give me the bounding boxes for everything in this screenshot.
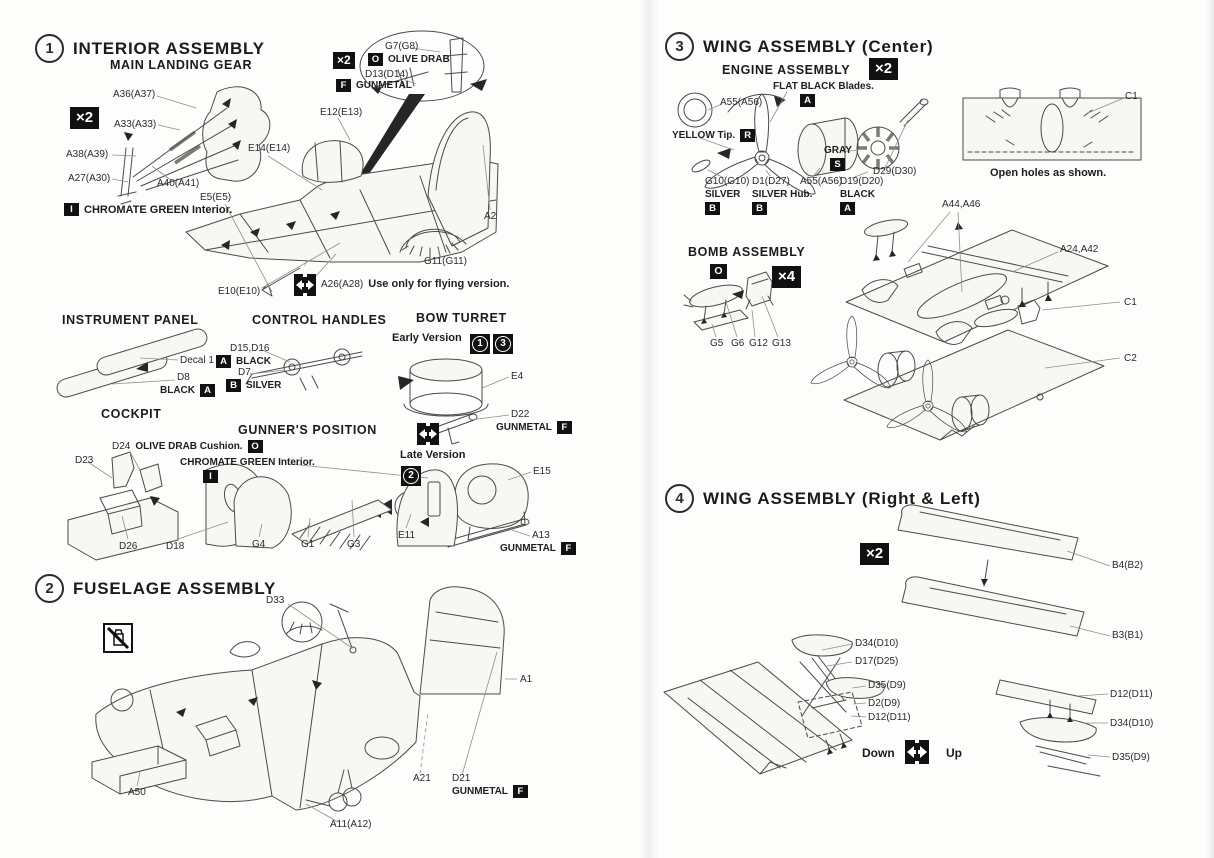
up-label: Up: [946, 746, 962, 760]
part-label: G3: [347, 539, 361, 550]
part-label: A50: [128, 787, 146, 798]
section-4-number: 4: [665, 484, 694, 513]
part-label: G13: [772, 338, 791, 349]
art-bow-turret-early: [398, 359, 488, 444]
part-label: A1: [520, 674, 533, 685]
part-label: A36(A37): [113, 89, 156, 100]
part-label: A55(A56): [720, 97, 763, 108]
art-gunner: [234, 470, 457, 550]
paint-note: GUNMETAL F: [500, 542, 576, 555]
part-label: G12: [749, 338, 768, 349]
paint-note: GRAY: [824, 145, 852, 156]
part-label: E14(E14): [248, 143, 291, 154]
art-bomb: [684, 272, 773, 330]
bow-turret-heading: BOW TURRET: [416, 311, 507, 325]
paint-note: YELLOW Tip. R: [672, 129, 755, 142]
section-2-number: 2: [35, 574, 64, 603]
part-label: G11(G11): [424, 256, 467, 267]
part-label: G5: [710, 338, 724, 349]
part-label: E11: [398, 530, 416, 541]
section-4-title: WING ASSEMBLY (Right & Left): [703, 488, 981, 508]
paint-code-badge: S: [830, 157, 845, 171]
paint-code-badge: O: [710, 264, 727, 279]
part-label: G6: [731, 338, 745, 349]
quantity-badge: ×2: [333, 52, 355, 69]
part-label: D7: [238, 367, 251, 378]
part-label: D15,D16: [230, 343, 270, 354]
part-label: G1: [301, 539, 315, 550]
part-label: D34(D10): [855, 638, 899, 649]
part-label: A40(A41): [157, 178, 200, 189]
part-label: E10(E10): [218, 286, 261, 297]
early-version-label: Early Version: [392, 332, 462, 344]
part-label: E4: [511, 371, 524, 382]
section-1-title: INTERIOR ASSEMBLY: [73, 38, 265, 58]
part-label: B4(B2): [1112, 560, 1144, 571]
decal-label: Decal 1: [180, 355, 214, 366]
part-label: A33(A33): [114, 119, 157, 130]
cushion-note: D24 OLIVE DRAB Cushion. O: [112, 440, 263, 453]
part-label: D34(D10): [1110, 718, 1154, 729]
either-or-icon: [294, 274, 316, 296]
quantity-badge: ×4: [772, 266, 801, 288]
part-label: G7(G8): [385, 41, 419, 52]
section-2-header: [35, 574, 276, 603]
art-fuselage: [92, 587, 504, 811]
part-label: A2: [484, 211, 497, 222]
part-paint-stack: G10(G10) SILVER B: [705, 176, 750, 214]
part-label: D35(D9): [1112, 752, 1150, 763]
quantity-badge: ×2: [869, 58, 898, 80]
paint-note: O OLIVE DRAB: [368, 53, 450, 66]
paint-note: F GUNMETAL: [336, 79, 412, 92]
part-label: D18: [166, 541, 185, 552]
part-label: A21: [413, 773, 431, 784]
part-label: A27(A30): [68, 173, 111, 184]
part-label: D22: [511, 409, 530, 420]
paint-note: BLACK A: [160, 384, 215, 397]
open-holes-note: Open holes as shown.: [990, 167, 1107, 179]
quantity-badge: ×2: [860, 543, 889, 565]
either-or-icon: [905, 740, 929, 769]
gunners-position-heading: GUNNER'S POSITION: [238, 423, 377, 437]
version-1-badge: 1: [470, 334, 490, 354]
section-3-title: WING ASSEMBLY (Center): [703, 36, 934, 56]
section-4-header: [665, 484, 981, 513]
part-label: D17(D25): [855, 656, 899, 667]
paint-note: B SILVER: [226, 379, 281, 392]
part-label: B3(B1): [1112, 630, 1144, 641]
part-label: E15: [533, 466, 551, 477]
part-paint-stack: D19(D20) BLACK A: [840, 176, 884, 214]
paint-code-badge: I: [203, 469, 218, 483]
paint-code-badge: A: [800, 93, 815, 107]
quantity-badge: ×2: [70, 107, 99, 129]
part-label: D12(D11): [868, 712, 911, 723]
bomb-assembly-heading: BOMB ASSEMBLY: [688, 245, 806, 259]
part-label: A24,A42: [1060, 244, 1099, 255]
part-label: D8: [177, 372, 190, 383]
down-label: Down: [862, 746, 895, 760]
part-label: D33: [266, 595, 285, 606]
section-3-header: [665, 32, 933, 61]
part-label: D23: [75, 455, 94, 466]
art-c1-panel: [963, 88, 1141, 160]
paint-note: I CHROMATE GREEN Interior.: [64, 203, 232, 216]
engine-assembly-heading: ENGINE ASSEMBLY: [722, 63, 851, 77]
part-label: A11(A12): [330, 819, 372, 830]
part-label: E5(E5): [200, 192, 232, 203]
part-label: A13: [532, 530, 550, 541]
part-label: C2: [1124, 353, 1137, 364]
instrument-panel-heading: INSTRUMENT PANEL: [62, 313, 199, 327]
part-label: D35(D9): [868, 680, 906, 691]
part-label: D29(D30): [873, 166, 917, 177]
paint-note: FLAT BLACK Blades.: [773, 81, 874, 92]
version-2-badge: 2: [401, 466, 421, 486]
part-label: C1: [1125, 91, 1138, 102]
paint-code-badge: I: [64, 203, 79, 216]
part-label: D26: [119, 541, 138, 552]
paint-note: A BLACK: [216, 355, 271, 368]
part-label: D12(D11): [1110, 689, 1153, 700]
section-2-title: FUSELAGE ASSEMBLY: [73, 578, 277, 598]
paint-note: GUNMETAL F: [496, 421, 572, 434]
either-or-icon: [417, 423, 439, 450]
interior-paint-note: CHROMATE GREEN Interior.: [180, 457, 315, 468]
version-3-badge: 3: [493, 334, 513, 354]
part-label: C1: [1124, 297, 1137, 308]
part-label: A55(A56): [800, 176, 843, 187]
part-label: D2(D9): [868, 698, 901, 709]
part-paint-stack: D1(D27) SILVER Hub. B: [752, 176, 813, 214]
control-handles-heading: CONTROL HANDLES: [252, 313, 387, 327]
main-landing-gear-heading: MAIN LANDING GEAR: [110, 58, 253, 72]
part-label: G4: [252, 539, 266, 550]
late-version-label: Late Version: [400, 449, 466, 461]
paint-note: GUNMETAL F: [452, 785, 528, 798]
section-1-number: 1: [35, 34, 64, 63]
flying-version-note: A26(A28) Use only for flying version.: [294, 274, 509, 296]
part-label: A38(A39): [66, 149, 109, 160]
part-label: A44,A46: [942, 199, 981, 210]
cockpit-heading: COCKPIT: [101, 407, 162, 421]
no-glue-icon: [103, 623, 133, 658]
section-3-number: 3: [665, 32, 694, 61]
part-label: E12(E13): [320, 107, 363, 118]
part-label: D21: [452, 773, 471, 784]
part-label: D13(D14): [365, 69, 409, 80]
